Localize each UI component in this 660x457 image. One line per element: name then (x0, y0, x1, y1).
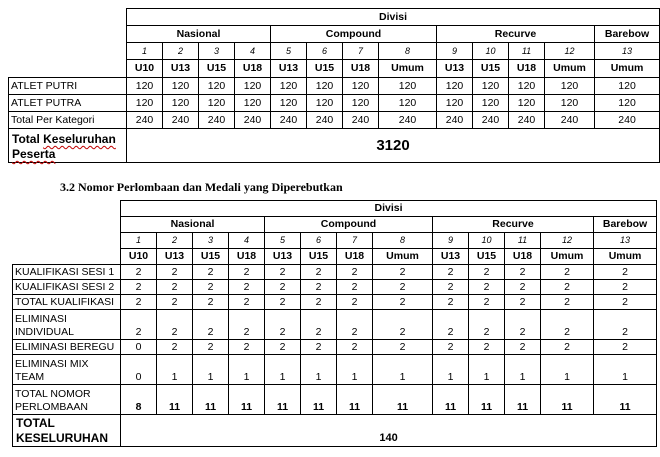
category-number: 8 (379, 43, 437, 60)
cell: 2 (301, 280, 337, 295)
age-class: U15 (469, 249, 505, 265)
row-label: ELIMINASI BEREGU (13, 340, 121, 355)
cell: 2 (301, 310, 337, 340)
cell: 120 (473, 95, 509, 112)
age-class: U18 (229, 249, 265, 265)
cell: 120 (271, 78, 307, 95)
cell: 2 (193, 280, 229, 295)
category-number: 13 (594, 233, 657, 249)
cell: 11 (157, 385, 193, 415)
cell: 240 (127, 112, 163, 129)
table-row (13, 295, 657, 310)
category-number: 9 (433, 233, 469, 249)
participants-table (8, 8, 660, 163)
age-class: Umum (379, 60, 437, 78)
age-class: U15 (473, 60, 509, 78)
cell: 240 (343, 112, 379, 129)
table-row (9, 95, 660, 112)
cell: 120 (307, 78, 343, 95)
cell: 120 (307, 95, 343, 112)
cell: 2 (157, 280, 193, 295)
category-number: 7 (337, 233, 373, 249)
cell: 120 (437, 95, 473, 112)
cell: 2 (301, 340, 337, 355)
cell: 120 (199, 78, 235, 95)
cell: 120 (595, 95, 660, 112)
cell: 1 (229, 355, 265, 385)
cell: 2 (229, 295, 265, 310)
age-class: U15 (307, 60, 343, 78)
category-number: 1 (121, 233, 157, 249)
cell: 240 (271, 112, 307, 129)
cell: 2 (265, 340, 301, 355)
table-row (9, 112, 660, 129)
cell: 2 (373, 265, 433, 280)
age-class: Umum (545, 60, 595, 78)
age-class: U18 (337, 249, 373, 265)
cell: 240 (307, 112, 343, 129)
cell: 11 (433, 385, 469, 415)
cell: 2 (469, 295, 505, 310)
category-number: 4 (229, 233, 265, 249)
category-number: 2 (163, 43, 199, 60)
cell: 2 (229, 280, 265, 295)
age-class: Umum (541, 249, 594, 265)
category-number: 4 (235, 43, 271, 60)
cell: 120 (127, 95, 163, 112)
cell: 2 (505, 295, 541, 310)
category-number: 3 (193, 233, 229, 249)
row-label: TOTAL KUALIFIKASI (13, 295, 121, 310)
table-row (13, 265, 657, 280)
category-number: 10 (469, 233, 505, 249)
cell: 2 (193, 310, 229, 340)
cell: 1 (337, 355, 373, 385)
cell: 2 (337, 340, 373, 355)
category-number: 5 (271, 43, 307, 60)
cell: 2 (433, 340, 469, 355)
cell: 120 (343, 95, 379, 112)
cell: 2 (157, 340, 193, 355)
cell: 120 (509, 95, 545, 112)
cell: 2 (433, 280, 469, 295)
cell: 1 (433, 355, 469, 385)
cell: 0 (121, 355, 157, 385)
cell: 2 (265, 280, 301, 295)
cell: 1 (373, 355, 433, 385)
group-header-barebow: Barebow (595, 26, 660, 43)
category-number: 7 (343, 43, 379, 60)
category-number: 8 (373, 233, 433, 249)
age-class: U13 (163, 60, 199, 78)
category-number: 9 (437, 43, 473, 60)
cell: 2 (541, 340, 594, 355)
cell: 120 (379, 78, 437, 95)
category-number: 3 (199, 43, 235, 60)
cell: 2 (505, 340, 541, 355)
cell: 2 (469, 265, 505, 280)
table-row (13, 385, 657, 415)
cell: 2 (373, 340, 433, 355)
cell: 1 (541, 355, 594, 385)
category-number: 2 (157, 233, 193, 249)
category-number: 1 (127, 43, 163, 60)
group-header-compound: Compound (265, 217, 433, 233)
age-class: U18 (235, 60, 271, 78)
cell: 2 (594, 310, 657, 340)
cell: 2 (265, 310, 301, 340)
age-class: U13 (271, 60, 307, 78)
table-row (13, 355, 657, 385)
cell: 2 (229, 340, 265, 355)
group-header-nasional: Nasional (121, 217, 265, 233)
cell: 11 (505, 385, 541, 415)
cell: 2 (594, 340, 657, 355)
cell: 2 (337, 295, 373, 310)
age-class: U13 (437, 60, 473, 78)
total-events-value: 140 (121, 415, 657, 447)
table-row (13, 310, 657, 340)
category-number: 12 (545, 43, 595, 60)
cell: 120 (271, 95, 307, 112)
cell: 2 (541, 265, 594, 280)
age-class: U18 (509, 60, 545, 78)
total-participants-label: Total Keseluruhan Peserta (9, 129, 127, 163)
age-class: Umum (594, 249, 657, 265)
category-number: 10 (473, 43, 509, 60)
cell: 2 (121, 295, 157, 310)
cell: 2 (469, 280, 505, 295)
cell: 120 (437, 78, 473, 95)
age-class: Umum (373, 249, 433, 265)
cell: 2 (157, 310, 193, 340)
cell: 11 (594, 385, 657, 415)
cell: 2 (337, 280, 373, 295)
cell: 1 (505, 355, 541, 385)
cell: 120 (343, 78, 379, 95)
group-header-barebow: Barebow (594, 217, 657, 233)
cell: 120 (545, 95, 595, 112)
cell: 2 (193, 340, 229, 355)
cell: 2 (301, 265, 337, 280)
cell: 1 (265, 355, 301, 385)
cell: 11 (265, 385, 301, 415)
age-class: U13 (265, 249, 301, 265)
cell: 0 (121, 340, 157, 355)
cell: 2 (265, 265, 301, 280)
divisi-header: Divisi (127, 9, 660, 26)
cell: 2 (541, 280, 594, 295)
row-label: TOTAL NOMOR PERLOMBAAN (13, 385, 121, 415)
cell: 2 (121, 265, 157, 280)
cell: 120 (509, 78, 545, 95)
age-class: U13 (157, 249, 193, 265)
cell: 2 (541, 295, 594, 310)
cell: 120 (163, 78, 199, 95)
category-number: 13 (595, 43, 660, 60)
cell: 11 (541, 385, 594, 415)
cell: 8 (121, 385, 157, 415)
age-class: U15 (301, 249, 337, 265)
cell: 2 (373, 310, 433, 340)
category-number: 5 (265, 233, 301, 249)
cell: 120 (379, 95, 437, 112)
cell: 2 (433, 265, 469, 280)
table-row (13, 280, 657, 295)
cell: 2 (433, 295, 469, 310)
category-number: 6 (307, 43, 343, 60)
row-label: KUALIFIKASI SESI 2 (13, 280, 121, 295)
cell: 11 (193, 385, 229, 415)
cell: 1 (193, 355, 229, 385)
group-header-recurve: Recurve (433, 217, 594, 233)
cell: 11 (301, 385, 337, 415)
age-class: U18 (505, 249, 541, 265)
cell: 120 (595, 78, 660, 95)
cell: 2 (373, 280, 433, 295)
age-class: Umum (595, 60, 660, 78)
cell: 240 (595, 112, 660, 129)
row-label: ATLET PUTRI (9, 78, 127, 95)
cell: 2 (469, 310, 505, 340)
cell: 2 (229, 310, 265, 340)
cell: 2 (505, 310, 541, 340)
section-heading: 3.2 Nomor Perlombaan dan Medali yang Diperebutkan (60, 180, 343, 194)
cell: 240 (437, 112, 473, 129)
cell: 120 (235, 78, 271, 95)
cell: 240 (473, 112, 509, 129)
cell: 2 (193, 265, 229, 280)
cell: 2 (121, 280, 157, 295)
cell: 120 (199, 95, 235, 112)
divisi-header: Divisi (121, 201, 657, 217)
cell: 2 (157, 265, 193, 280)
cell: 2 (265, 295, 301, 310)
cell: 120 (163, 95, 199, 112)
table-row (9, 78, 660, 95)
category-number: 11 (505, 233, 541, 249)
cell: 2 (541, 310, 594, 340)
cell: 2 (193, 295, 229, 310)
row-label: ELIMINASI MIX TEAM (13, 355, 121, 385)
cell: 11 (337, 385, 373, 415)
category-number: 12 (541, 233, 594, 249)
cell: 240 (235, 112, 271, 129)
age-class: U18 (343, 60, 379, 78)
group-header-compound: Compound (271, 26, 437, 43)
table-row (13, 340, 657, 355)
row-label: ELIMINASI INDIVIDUAL (13, 310, 121, 340)
group-header-recurve: Recurve (437, 26, 595, 43)
cell: 240 (199, 112, 235, 129)
age-class: U15 (193, 249, 229, 265)
cell: 2 (337, 265, 373, 280)
total-participants-value: 3120 (127, 129, 660, 163)
cell: 120 (127, 78, 163, 95)
cell: 11 (469, 385, 505, 415)
cell: 2 (373, 295, 433, 310)
cell: 2 (594, 280, 657, 295)
cell: 2 (594, 265, 657, 280)
cell: 2 (157, 295, 193, 310)
total-events-label: TOTAL KESELURUHAN (13, 415, 121, 447)
cell: 240 (379, 112, 437, 129)
events-medals-table (12, 200, 657, 447)
group-header-nasional: Nasional (127, 26, 271, 43)
cell: 240 (509, 112, 545, 129)
cell: 2 (594, 295, 657, 310)
age-class: U10 (121, 249, 157, 265)
cell: 11 (229, 385, 265, 415)
row-label: ATLET PUTRA (9, 95, 127, 112)
cell: 240 (545, 112, 595, 129)
cell: 2 (433, 310, 469, 340)
cell: 1 (469, 355, 505, 385)
category-number: 11 (509, 43, 545, 60)
age-class: U13 (433, 249, 469, 265)
cell: 2 (121, 310, 157, 340)
cell: 120 (545, 78, 595, 95)
row-label: Total Per Kategori (9, 112, 127, 129)
cell: 11 (373, 385, 433, 415)
cell: 2 (505, 280, 541, 295)
cell: 2 (505, 265, 541, 280)
category-number: 6 (301, 233, 337, 249)
cell: 2 (469, 340, 505, 355)
age-class: U10 (127, 60, 163, 78)
row-label: KUALIFIKASI SESI 1 (13, 265, 121, 280)
cell: 2 (229, 265, 265, 280)
cell: 1 (594, 355, 657, 385)
cell: 120 (473, 78, 509, 95)
cell: 240 (163, 112, 199, 129)
age-class: U15 (199, 60, 235, 78)
cell: 1 (157, 355, 193, 385)
cell: 2 (337, 310, 373, 340)
cell: 2 (301, 295, 337, 310)
cell: 1 (301, 355, 337, 385)
cell: 120 (235, 95, 271, 112)
